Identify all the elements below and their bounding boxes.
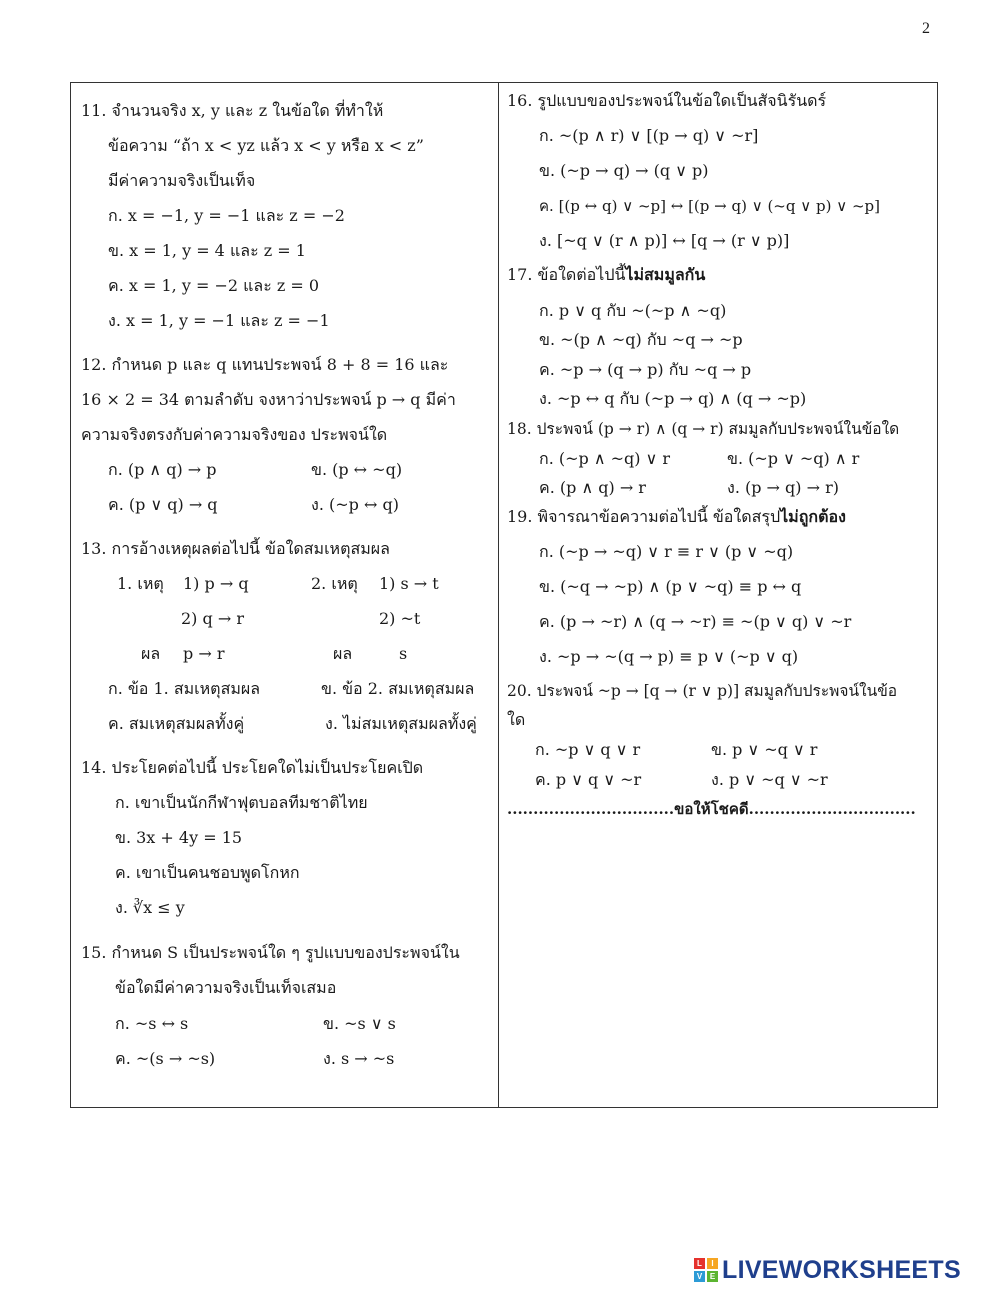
- question-15-stem-line-2: ข้อใดมีค่าความจริงเป็นเท็จเสมอ: [115, 978, 337, 997]
- argument-1-result-label: ผล: [141, 644, 161, 663]
- question-17-option-b: ข. ~(p ∧ ~q) กับ ~q → ~p: [539, 330, 743, 349]
- question-12-option-d: ง. (~p ↔ q): [311, 495, 399, 514]
- logo-letter-grid: [694, 1258, 718, 1282]
- question-19-option-d: ง. ~p → ~(q → p) ≡ p ∨ (~p ∨ q): [539, 647, 799, 666]
- question-20-option-b: ข. p ∨ ~q ∨ r: [711, 740, 818, 759]
- question-15-option-a: ก. ~s ↔ s: [115, 1014, 189, 1033]
- question-19-stem-text: 19. พิจารณาข้อความต่อไปนี้ ข้อใดสรุป: [507, 507, 781, 526]
- question-18-option-d: ง. (p → q) → r): [727, 478, 839, 497]
- question-18-option-a: ก. (~p ∧ ~q) ∨ r: [539, 449, 671, 468]
- question-17-stem: [507, 265, 705, 285]
- question-16-option-d: ง. [~q ∨ (r ∧ p)] ↔ [q → (r ∨ p)]: [539, 231, 790, 250]
- question-19-stem-emphasis: ไม่ถูกต้อง: [780, 507, 846, 526]
- question-16-option-b: ข. (~p → q) → (q ∨ p): [539, 161, 709, 180]
- question-12-option-a: ก. (p ∧ q) → p: [108, 460, 217, 479]
- argument-1-premise-1: 1) p → q: [183, 574, 249, 593]
- question-18-stem: 18. ประพจน์ (p → r) ∧ (q → r) สมมูลกับประพจน์ในข้อใด: [507, 420, 900, 438]
- question-16-stem: 16. รูปแบบของประพจน์ในข้อใดเป็นสัจนิรันดร์: [507, 91, 827, 110]
- question-18-option-b: ข. (~p ∨ ~q) ∧ r: [727, 449, 860, 468]
- question-11-stem-line-3: มีค่าความจริงเป็นเท็จ: [108, 171, 256, 190]
- argument-2-premise-1: 1) s → t: [379, 574, 439, 593]
- question-20-option-d: ง. p ∨ ~q ∨ ~r: [711, 770, 828, 789]
- question-17-stem-text: 17. ข้อใดต่อไปนี้: [507, 265, 626, 284]
- question-13-option-c: ค. สมเหตุสมผลทั้งคู่: [108, 714, 245, 733]
- question-18-option-c: ค. (p ∧ q) → r: [539, 478, 646, 497]
- question-17-stem-emphasis: ไม่สมมูลกัน: [625, 265, 706, 284]
- question-11-option-a: ก. x = −1, y = −1 และ z = −2: [108, 206, 345, 225]
- question-12-option-c: ค. (p ∨ q) → q: [108, 495, 218, 514]
- question-16-option-c: ค. [(p ↔ q) ∨ ~p] ↔ [(p → q) ∨ (~q ∨ p) ∨ ~p]: [539, 197, 880, 215]
- question-13-stem: 13. การอ้างเหตุผลต่อไปนี้ ข้อใดสมเหตุสมผล: [81, 539, 390, 558]
- exam-frame: [70, 82, 938, 1108]
- question-14-option-b: ข. 3x + 4y = 15: [115, 828, 243, 847]
- question-16-option-a: ก. ~(p ∧ r) ∨ [(p → q) ∨ ~r]: [539, 126, 759, 145]
- question-20-stem-line-1: 20. ประพจน์ ~p → [q → (r ∨ p)] สมมูลกับประพจน์ในข้อ: [507, 682, 898, 700]
- question-11-option-b: ข. x = 1, y = 4 และ z = 1: [108, 241, 306, 260]
- question-20-option-c: ค. p ∨ q ∨ ~r: [535, 770, 642, 789]
- logo-letter-i: I: [707, 1258, 718, 1269]
- question-17-option-c: ค. ~p → (q → p) กับ ~q → p: [539, 360, 752, 379]
- question-17-option-a: ก. p ∨ q กับ ~(~p ∧ ~q): [539, 301, 727, 320]
- question-19-option-c: ค. (p → ~r) ∧ (q → ~r) ≡ ~(p ∨ q) ∨ ~r: [539, 612, 852, 631]
- question-13-option-b: ข. ข้อ 2. สมเหตุสมผล: [321, 679, 475, 698]
- question-19-stem: [507, 507, 846, 527]
- question-13-option-d: ง. ไม่สมเหตุสมผลทั้งคู่: [325, 714, 477, 733]
- question-14-option-c: ค. เขาเป็นคนชอบพูดโกหก: [115, 863, 300, 882]
- argument-2-header: 2. เหตุ: [311, 574, 358, 593]
- page-number: 2: [922, 20, 930, 37]
- question-19-option-a: ก. (~p → ~q) ∨ r ≡ r ∨ (p ∨ ~q): [539, 542, 794, 561]
- question-14-option-a: ก. เขาเป็นนักกีฬาฟุตบอลทีมชาติไทย: [115, 793, 368, 812]
- question-15-option-b: ข. ~s ∨ s: [323, 1014, 396, 1033]
- question-12-stem-line-1: 12. กำหนด p และ q แทนประพจน์ 8 + 8 = 16 และ: [81, 355, 449, 374]
- question-11-stem-line-1: 11. จำนวนจริง x, y และ z ในข้อใด ที่ทำให้: [81, 101, 384, 120]
- question-15-option-d: ง. s → ~s: [323, 1049, 395, 1068]
- column-divider: [498, 83, 499, 1107]
- question-20-stem-line-2: ใด: [507, 710, 526, 729]
- question-14-option-d: ง. ∛x ≤ y: [115, 898, 185, 917]
- argument-1-premise-2: 2) q → r: [181, 609, 244, 628]
- question-13-option-a: ก. ข้อ 1. สมเหตุสมผล: [108, 679, 261, 698]
- question-19-option-b: ข. (~q → ~p) ∧ (p ∨ ~q) ≡ p ↔ q: [539, 577, 802, 596]
- question-12-stem-line-2: 16 × 2 = 34 ตามลำดับ จงหาว่าประพจน์ p → q มีค่า: [81, 390, 456, 409]
- closing-dots-left: ................................: [507, 800, 675, 818]
- question-20-option-a: ก. ~p ∨ q ∨ r: [535, 740, 641, 759]
- question-12-option-b: ข. (p ↔ ~q): [311, 460, 403, 479]
- argument-2-premise-2: 2) ~t: [379, 609, 421, 628]
- argument-1-result: p → r: [183, 644, 225, 663]
- argument-1-header: 1. เหตุ: [117, 574, 164, 593]
- argument-2-result-label: ผล: [333, 644, 353, 663]
- question-11-option-c: ค. x = 1, y = −2 และ z = 0: [108, 276, 320, 295]
- argument-2-result: s: [399, 644, 408, 663]
- logo-letter-e: E: [707, 1271, 718, 1282]
- question-12-stem-line-3: ความจริงตรงกับค่าความจริงของ ประพจน์ใด: [81, 425, 388, 444]
- closing-text: ขอให้โชคดี: [674, 800, 749, 818]
- closing-dots-right: ................................: [748, 800, 916, 818]
- question-15-stem-line-1: 15. กำหนด S เป็นประพจน์ใด ๆ รูปแบบของประพจน์ใน: [81, 943, 460, 962]
- logo-letter-v: V: [694, 1271, 705, 1282]
- question-11-option-d: ง. x = 1, y = −1 และ z = −1: [108, 311, 330, 330]
- question-15-option-c: ค. ~(s → ~s): [115, 1049, 216, 1068]
- question-11-stem-line-2: ข้อความ “ถ้า x < yz แล้ว x < y หรือ x < z”: [108, 136, 424, 155]
- liveworksheets-logo: [694, 1254, 961, 1286]
- question-17-option-d: ง. ~p ↔ q กับ (~p → q) ∧ (q → ~p): [539, 389, 807, 408]
- logo-letter-l: L: [694, 1258, 705, 1269]
- closing-line: [507, 799, 916, 819]
- question-14-stem: 14. ประโยคต่อไปนี้ ประโยคใดไม่เป็นประโยคเปิด: [81, 758, 424, 777]
- logo-text: LIVEWORKSHEETS: [722, 1255, 961, 1284]
